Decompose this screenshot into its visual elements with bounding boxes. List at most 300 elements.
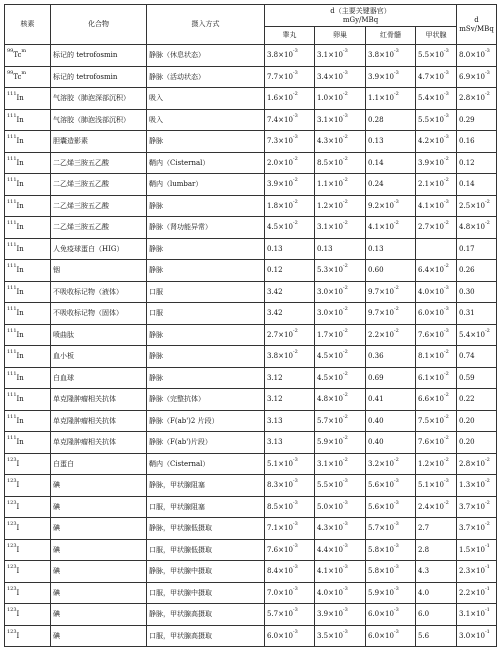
- mantissa: 3.9: [267, 180, 279, 189]
- red-marrow-value: [366, 152, 416, 174]
- element-symbol: I: [16, 545, 20, 554]
- effective-dose-value: [457, 281, 497, 303]
- mantissa: 3.2: [368, 459, 380, 468]
- ovaries-value: [315, 432, 366, 454]
- mantissa: 5.7: [368, 524, 380, 533]
- testes-value: [265, 324, 315, 346]
- compound-cell: 二乙烯三胺五乙酸: [51, 152, 147, 174]
- route-cell: 静脉: [147, 367, 265, 389]
- times-ten: ×10: [470, 72, 485, 81]
- testes-value: [265, 281, 315, 303]
- times-ten: ×10: [429, 115, 444, 124]
- exponent: -3: [393, 585, 399, 592]
- mantissa: 0.69: [368, 373, 384, 382]
- times-ten: ×10: [328, 51, 343, 60]
- route-cell: 口服，甲状腺低摄取: [147, 539, 265, 561]
- mantissa: 6.4: [418, 266, 430, 275]
- exponent: -2: [342, 370, 348, 377]
- times-ten: ×10: [278, 137, 293, 146]
- mantissa: 0.59: [459, 373, 475, 382]
- exponent: -3: [342, 48, 348, 55]
- exponent: -2: [443, 370, 449, 377]
- times-ten: ×10: [379, 459, 394, 468]
- times-ten: ×10: [470, 545, 485, 554]
- nuclide-cell: [5, 539, 51, 561]
- table-row: [5, 410, 497, 432]
- mantissa: 3.13: [267, 438, 283, 447]
- exponent: -2: [393, 220, 399, 227]
- testes-value: [265, 496, 315, 518]
- ovaries-value: [315, 281, 366, 303]
- mass-number: 111: [7, 435, 17, 442]
- table-row: [5, 217, 497, 239]
- mantissa: 4.3: [317, 524, 329, 533]
- testes-value: [265, 152, 315, 174]
- exponent: -1: [484, 542, 490, 549]
- times-ten: ×10: [328, 223, 343, 232]
- exponent: -2: [342, 263, 348, 270]
- mass-number: 111: [7, 306, 17, 313]
- ovaries-value: [315, 496, 366, 518]
- effective-dose-value: [457, 109, 497, 131]
- times-ten: ×10: [328, 180, 343, 189]
- element-symbol: Tc: [13, 72, 22, 81]
- compound-cell: 血小板: [51, 346, 147, 368]
- table-row: [5, 281, 497, 303]
- mantissa: 1.8: [267, 201, 279, 210]
- mantissa: 8.0: [459, 51, 471, 60]
- exponent: -2: [484, 198, 490, 205]
- times-ten: ×10: [429, 72, 444, 81]
- header-effective-dose-unit: mSv/MBq: [459, 24, 494, 33]
- testes-value: [265, 410, 315, 432]
- table-body: [5, 45, 497, 647]
- mass-number: 111: [7, 134, 17, 141]
- times-ten: ×10: [429, 158, 444, 167]
- mantissa: 6.1: [418, 373, 430, 382]
- times-ten: ×10: [379, 502, 394, 511]
- times-ten: ×10: [429, 438, 444, 447]
- effective-dose-value: [457, 475, 497, 497]
- exponent: -2: [443, 220, 449, 227]
- mass-number: 111: [7, 112, 17, 119]
- mantissa: 2.3: [459, 567, 471, 576]
- red-marrow-value: [366, 324, 416, 346]
- nuclide-cell: [5, 88, 51, 110]
- mantissa: 0.14: [368, 158, 384, 167]
- mantissa: 3.0: [317, 309, 329, 318]
- times-ten: ×10: [429, 373, 444, 382]
- mantissa: 4.3: [418, 567, 430, 576]
- nuclide-cell: [5, 410, 51, 432]
- compound-cell: 碘: [51, 582, 147, 604]
- mass-number: 111: [7, 370, 17, 377]
- exponent: -3: [342, 478, 348, 485]
- table-row: [5, 604, 497, 626]
- times-ten: ×10: [328, 610, 343, 619]
- nuclide-cell: [5, 604, 51, 626]
- element-symbol: I: [16, 524, 20, 533]
- mantissa: 2.2: [368, 330, 380, 339]
- red-marrow-value: [366, 217, 416, 239]
- exponent: -3: [484, 48, 490, 55]
- compound-cell: 不吸收标记物（固体）: [51, 303, 147, 325]
- route-cell: 口服，甲状腺高摄取: [147, 625, 265, 647]
- exponent: -2: [342, 456, 348, 463]
- mantissa: 5.6: [418, 631, 430, 640]
- exponent: -2: [342, 155, 348, 162]
- mantissa: 5.8: [368, 567, 380, 576]
- exponent: -2: [292, 198, 298, 205]
- route-cell: 鞘内（lumbar）: [147, 174, 265, 196]
- mantissa: 3.42: [267, 309, 283, 318]
- compound-cell: 铟: [51, 260, 147, 282]
- thyroid-value: [416, 432, 457, 454]
- compound-cell: 单克隆肿瘤相关抗体: [51, 389, 147, 411]
- table-row: [5, 367, 497, 389]
- exponent: -3: [393, 478, 399, 485]
- red-marrow-value: [366, 109, 416, 131]
- times-ten: ×10: [328, 588, 343, 597]
- times-ten: ×10: [278, 567, 293, 576]
- times-ten: ×10: [328, 545, 343, 554]
- exponent: -2: [443, 413, 449, 420]
- header-organ-group: [265, 5, 457, 27]
- mass-number: 111: [7, 392, 17, 399]
- mantissa: 7.7: [267, 72, 279, 81]
- compound-cell: 碘: [51, 475, 147, 497]
- mantissa: 0.20: [459, 416, 475, 425]
- compound-cell: 气溶胶（肺泡深部沉积）: [51, 88, 147, 110]
- thyroid-value: [416, 324, 457, 346]
- effective-dose-value: [457, 152, 497, 174]
- mantissa: 4.0: [418, 588, 430, 597]
- header-organ-group-unit: mGy/MBq: [342, 15, 379, 24]
- exponent: -2: [292, 91, 298, 98]
- nuclide-cell: [5, 625, 51, 647]
- mantissa: 3.9: [368, 72, 380, 81]
- thyroid-value: [416, 346, 457, 368]
- mantissa: 1.0: [317, 94, 329, 103]
- times-ten: ×10: [379, 588, 394, 597]
- exponent: -3: [342, 628, 348, 635]
- route-cell: 静脉，甲状腺低摄取: [147, 518, 265, 540]
- times-ten: ×10: [328, 330, 343, 339]
- mantissa: 5.1: [418, 481, 430, 490]
- element-symbol: I: [16, 610, 20, 619]
- times-ten: ×10: [379, 481, 394, 490]
- mantissa: 0.60: [368, 266, 384, 275]
- mantissa: 4.2: [418, 137, 430, 146]
- mantissa: 2.8: [459, 94, 471, 103]
- exponent: -3: [292, 628, 298, 635]
- effective-dose-value: [457, 625, 497, 647]
- thyroid-value: [416, 303, 457, 325]
- times-ten: ×10: [278, 72, 293, 81]
- compound-cell: 单克隆肿瘤相关抗体: [51, 432, 147, 454]
- red-marrow-value: [366, 604, 416, 626]
- thyroid-value: [416, 561, 457, 583]
- ovaries-value: [315, 217, 366, 239]
- exponent: -2: [342, 327, 348, 334]
- route-cell: 静脉（休息状态）: [147, 45, 265, 67]
- times-ten: ×10: [328, 459, 343, 468]
- mantissa: 0.40: [368, 438, 384, 447]
- thyroid-value: [416, 281, 457, 303]
- mantissa: 2.1: [418, 180, 430, 189]
- mass-number: 111: [7, 413, 17, 420]
- exponent: -2: [443, 435, 449, 442]
- thyroid-value: [416, 45, 457, 67]
- times-ten: ×10: [278, 631, 293, 640]
- mantissa: 4.5: [317, 373, 329, 382]
- exponent: -3: [393, 521, 399, 528]
- thyroid-value: [416, 518, 457, 540]
- element-symbol: I: [16, 481, 20, 490]
- exponent: -2: [443, 263, 449, 270]
- mass-number: 111: [7, 155, 17, 162]
- table-row: [5, 582, 497, 604]
- mantissa: 4.5: [267, 223, 279, 232]
- mantissa: 7.6: [418, 438, 430, 447]
- mantissa: 2.4: [418, 502, 430, 511]
- thyroid-value: [416, 367, 457, 389]
- exponent: -3: [443, 327, 449, 334]
- red-marrow-value: [366, 45, 416, 67]
- red-marrow-value: [366, 625, 416, 647]
- element-symbol: In: [16, 395, 24, 404]
- mantissa: 5.4: [418, 94, 430, 103]
- element-symbol: In: [16, 309, 24, 318]
- mantissa: 2.0: [267, 158, 279, 167]
- nuclide-cell: [5, 496, 51, 518]
- exponent: -2: [484, 91, 490, 98]
- route-cell: 口服: [147, 303, 265, 325]
- times-ten: ×10: [328, 94, 343, 103]
- header-organ-red-marrow: 红骨髓: [366, 27, 416, 45]
- red-marrow-value: [366, 367, 416, 389]
- mantissa: 7.0: [267, 588, 279, 597]
- ovaries-value: [315, 324, 366, 346]
- mantissa: 3.42: [267, 287, 283, 296]
- times-ten: ×10: [379, 631, 394, 640]
- exponent: -2: [484, 327, 490, 334]
- mantissa: 0.17: [459, 244, 475, 253]
- exponent: -3: [443, 112, 449, 119]
- mantissa: 2.7: [267, 330, 279, 339]
- effective-dose-value: [457, 324, 497, 346]
- effective-dose-value: [457, 496, 497, 518]
- effective-dose-value: [457, 518, 497, 540]
- testes-value: [265, 582, 315, 604]
- nuclide-cell: [5, 303, 51, 325]
- mass-number: 111: [7, 263, 17, 270]
- times-ten: ×10: [429, 51, 444, 60]
- ovaries-value: [315, 109, 366, 131]
- times-ten: ×10: [328, 481, 343, 490]
- times-ten: ×10: [429, 416, 444, 425]
- mantissa: 0.13: [267, 244, 283, 253]
- exponent: -2: [342, 134, 348, 141]
- ovaries-value: [315, 131, 366, 153]
- times-ten: ×10: [470, 201, 485, 210]
- exponent: -2: [443, 177, 449, 184]
- exponent: -3: [393, 198, 399, 205]
- testes-value: [265, 303, 315, 325]
- exponent: -3: [292, 112, 298, 119]
- nuclide-cell: [5, 561, 51, 583]
- table-row: [5, 45, 497, 67]
- testes-value: [265, 217, 315, 239]
- element-symbol: In: [16, 223, 24, 232]
- mantissa: 0.36: [368, 352, 384, 361]
- nuclide-cell: [5, 582, 51, 604]
- mantissa: 3.1: [317, 223, 329, 232]
- effective-dose-value: [457, 66, 497, 88]
- element-symbol: Tc: [13, 51, 22, 60]
- times-ten: ×10: [278, 180, 293, 189]
- isomer-suffix: m: [21, 48, 27, 55]
- thyroid-value: [416, 88, 457, 110]
- exponent: -3: [393, 499, 399, 506]
- times-ten: ×10: [278, 610, 293, 619]
- effective-dose-value: [457, 260, 497, 282]
- thyroid-value: [416, 217, 457, 239]
- mantissa: 3.7: [459, 524, 471, 533]
- exponent: -2: [393, 91, 399, 98]
- table-row: [5, 432, 497, 454]
- mantissa: 0.74: [459, 352, 475, 361]
- mantissa: 0.13: [317, 244, 333, 253]
- mantissa: 5.6: [368, 481, 380, 490]
- mantissa: 0.22: [459, 395, 475, 404]
- mantissa: 3.8: [267, 51, 279, 60]
- thyroid-value: [416, 453, 457, 475]
- mantissa: 4.4: [317, 545, 329, 554]
- mantissa: 5.1: [267, 459, 279, 468]
- testes-value: [265, 174, 315, 196]
- times-ten: ×10: [429, 309, 444, 318]
- times-ten: ×10: [470, 524, 485, 533]
- times-ten: ×10: [429, 180, 444, 189]
- ovaries-value: [315, 389, 366, 411]
- table-row: [5, 453, 497, 475]
- times-ten: ×10: [328, 309, 343, 318]
- ovaries-value: [315, 475, 366, 497]
- testes-value: [265, 88, 315, 110]
- effective-dose-value: [457, 410, 497, 432]
- table-row: [5, 389, 497, 411]
- times-ten: ×10: [379, 72, 394, 81]
- red-marrow-value: [366, 88, 416, 110]
- mantissa: 0.41: [368, 395, 384, 404]
- route-cell: 口服，甲状腺中摄取: [147, 582, 265, 604]
- exponent: -2: [443, 392, 449, 399]
- header-organ-testes: 睾丸: [265, 27, 315, 45]
- mass-number: 123: [7, 564, 17, 571]
- mantissa: 5.7: [267, 610, 279, 619]
- exponent: -3: [292, 585, 298, 592]
- times-ten: ×10: [379, 51, 394, 60]
- route-cell: 静脉（F(ab')片段）: [147, 432, 265, 454]
- effective-dose-value: [457, 539, 497, 561]
- mantissa: 7.5: [418, 416, 430, 425]
- red-marrow-value: [366, 195, 416, 217]
- route-cell: 静脉: [147, 346, 265, 368]
- header-organ-ovaries: 卵巢: [315, 27, 366, 45]
- thyroid-value: [416, 131, 457, 153]
- element-symbol: I: [16, 459, 20, 468]
- mantissa: 0.24: [368, 180, 384, 189]
- times-ten: ×10: [328, 201, 343, 210]
- mantissa: 1.1: [368, 94, 380, 103]
- mass-number: 123: [7, 585, 17, 592]
- exponent: -2: [292, 155, 298, 162]
- compound-cell: 碘: [51, 496, 147, 518]
- red-marrow-value: [366, 238, 416, 260]
- effective-dose-value: [457, 367, 497, 389]
- thyroid-value: [416, 475, 457, 497]
- compound-cell: 碘: [51, 625, 147, 647]
- times-ten: ×10: [278, 524, 293, 533]
- times-ten: ×10: [278, 223, 293, 232]
- mantissa: 0.31: [459, 309, 475, 318]
- times-ten: ×10: [328, 115, 343, 124]
- red-marrow-value: [366, 410, 416, 432]
- mantissa: 1.5: [459, 545, 471, 554]
- exponent: -2: [342, 306, 348, 313]
- element-symbol: I: [16, 502, 20, 511]
- times-ten: ×10: [379, 567, 394, 576]
- exponent: -3: [342, 112, 348, 119]
- exponent: -3: [443, 48, 449, 55]
- element-symbol: In: [16, 266, 24, 275]
- mantissa: 5.5: [418, 51, 430, 60]
- exponent: -2: [292, 177, 298, 184]
- thyroid-value: [416, 238, 457, 260]
- mantissa: 2.8: [459, 459, 471, 468]
- ovaries-value: [315, 604, 366, 626]
- compound-cell: 二乙烯三胺五乙酸: [51, 174, 147, 196]
- nuclide-cell: [5, 432, 51, 454]
- exponent: -3: [443, 69, 449, 76]
- mantissa: 0.12: [459, 158, 475, 167]
- exponent: -3: [393, 628, 399, 635]
- nuclide-cell: [5, 109, 51, 131]
- route-cell: 鞘内（Cisternal）: [147, 152, 265, 174]
- compound-cell: 碘: [51, 539, 147, 561]
- exponent: -3: [484, 69, 490, 76]
- mass-number: 123: [7, 456, 17, 463]
- header-route: 摄入方式: [147, 5, 265, 45]
- compound-cell: 白血球: [51, 367, 147, 389]
- red-marrow-value: [366, 346, 416, 368]
- testes-value: [265, 389, 315, 411]
- table-row: [5, 346, 497, 368]
- testes-value: [265, 625, 315, 647]
- times-ten: ×10: [470, 631, 485, 640]
- mantissa: 3.4: [317, 72, 329, 81]
- nuclide-cell: [5, 281, 51, 303]
- mantissa: 7.6: [267, 545, 279, 554]
- times-ten: ×10: [328, 373, 343, 382]
- mantissa: 8.5: [267, 502, 279, 511]
- times-ten: ×10: [278, 201, 293, 210]
- red-marrow-value: [366, 453, 416, 475]
- testes-value: [265, 66, 315, 88]
- effective-dose-value: [457, 45, 497, 67]
- header-organ-thyroid: 甲状腺: [416, 27, 457, 45]
